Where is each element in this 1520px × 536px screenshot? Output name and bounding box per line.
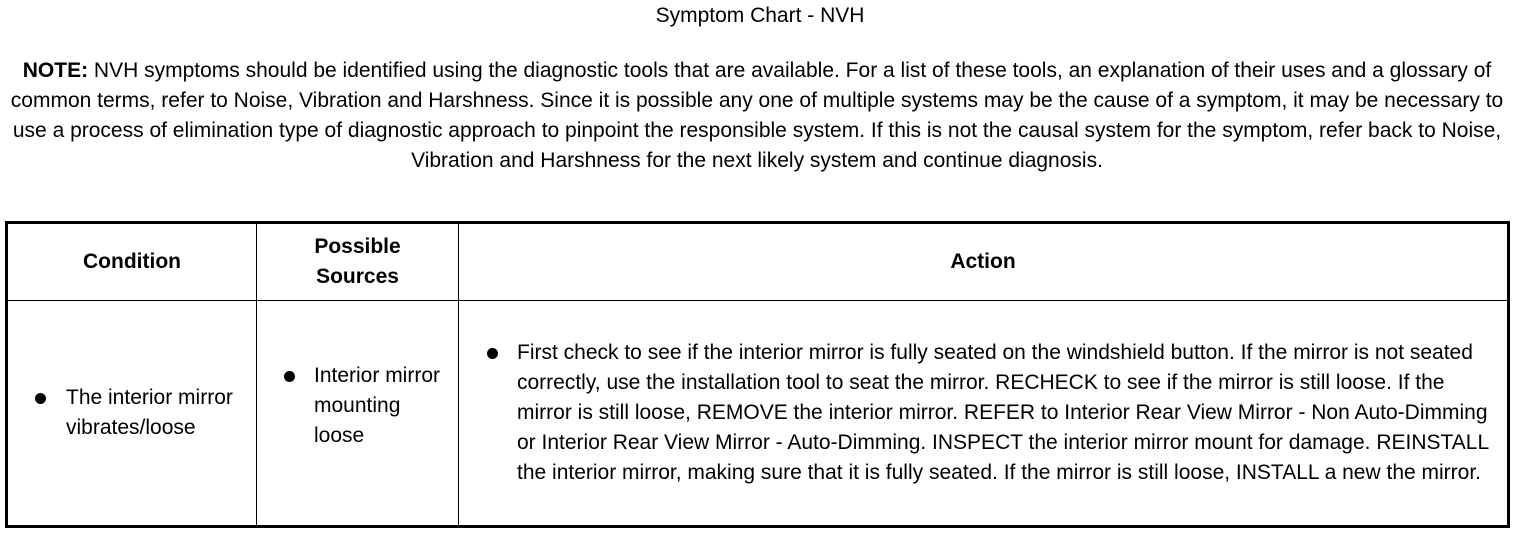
action-cell bbox=[459, 301, 1509, 527]
action-bullet bbox=[459, 338, 1507, 488]
table-row bbox=[7, 301, 1509, 527]
header-possible-sources: Possible Sources bbox=[257, 223, 459, 301]
condition-bullet bbox=[8, 383, 256, 443]
action-text: First check to see if the interior mirror is fully seated on the windshield button. If the mirror is not seated correctly, use the installation tool to seat the mirror. RECHECK to see if the mirror is still loose. If the mirror is still loose, REMOVE the interior mirror. REFER to Interior Rear View Mirror - Non Auto-Dimming or Interior Rear View Mirror - Auto-Dimming. INSPECT the interior mirror mount for damage. REINSTALL the interior mirror, making sure that it is fully seated. If the mirror is still loose, INSTALL a new the mirror. bbox=[517, 341, 1489, 484]
note-paragraph bbox=[4, 56, 1510, 176]
source-bullet bbox=[257, 361, 458, 451]
source-cell bbox=[257, 301, 459, 527]
condition-text: The interior mirror vibrates/loose bbox=[66, 386, 233, 439]
condition-cell bbox=[7, 301, 257, 527]
table-header-row bbox=[7, 223, 1509, 301]
note-label: NOTE: bbox=[22, 59, 89, 82]
note-text: NVH symptoms should be identified using the diagnostic tools that are available. For a list of these tools, an explanation of their uses and a glossary of common terms, refer to Noise, Vibration and Harshness. Since it is possible any one of multiple systems may be the cause of a symptom, it may be necessary to use a process of elimination type of diagnostic approach to pinpoint the responsible system. If this is not the causal system for the symptom, refer back to Noise, Vibration and Harshness for the next likely system and continue diagnosis. bbox=[10, 59, 1504, 172]
header-condition: Condition bbox=[7, 223, 257, 301]
header-action: Action bbox=[459, 223, 1509, 301]
source-text: Interior mirror mounting loose bbox=[314, 364, 441, 447]
symptom-chart-table bbox=[5, 221, 1510, 528]
page-title: Symptom Chart - NVH bbox=[655, 4, 865, 27]
